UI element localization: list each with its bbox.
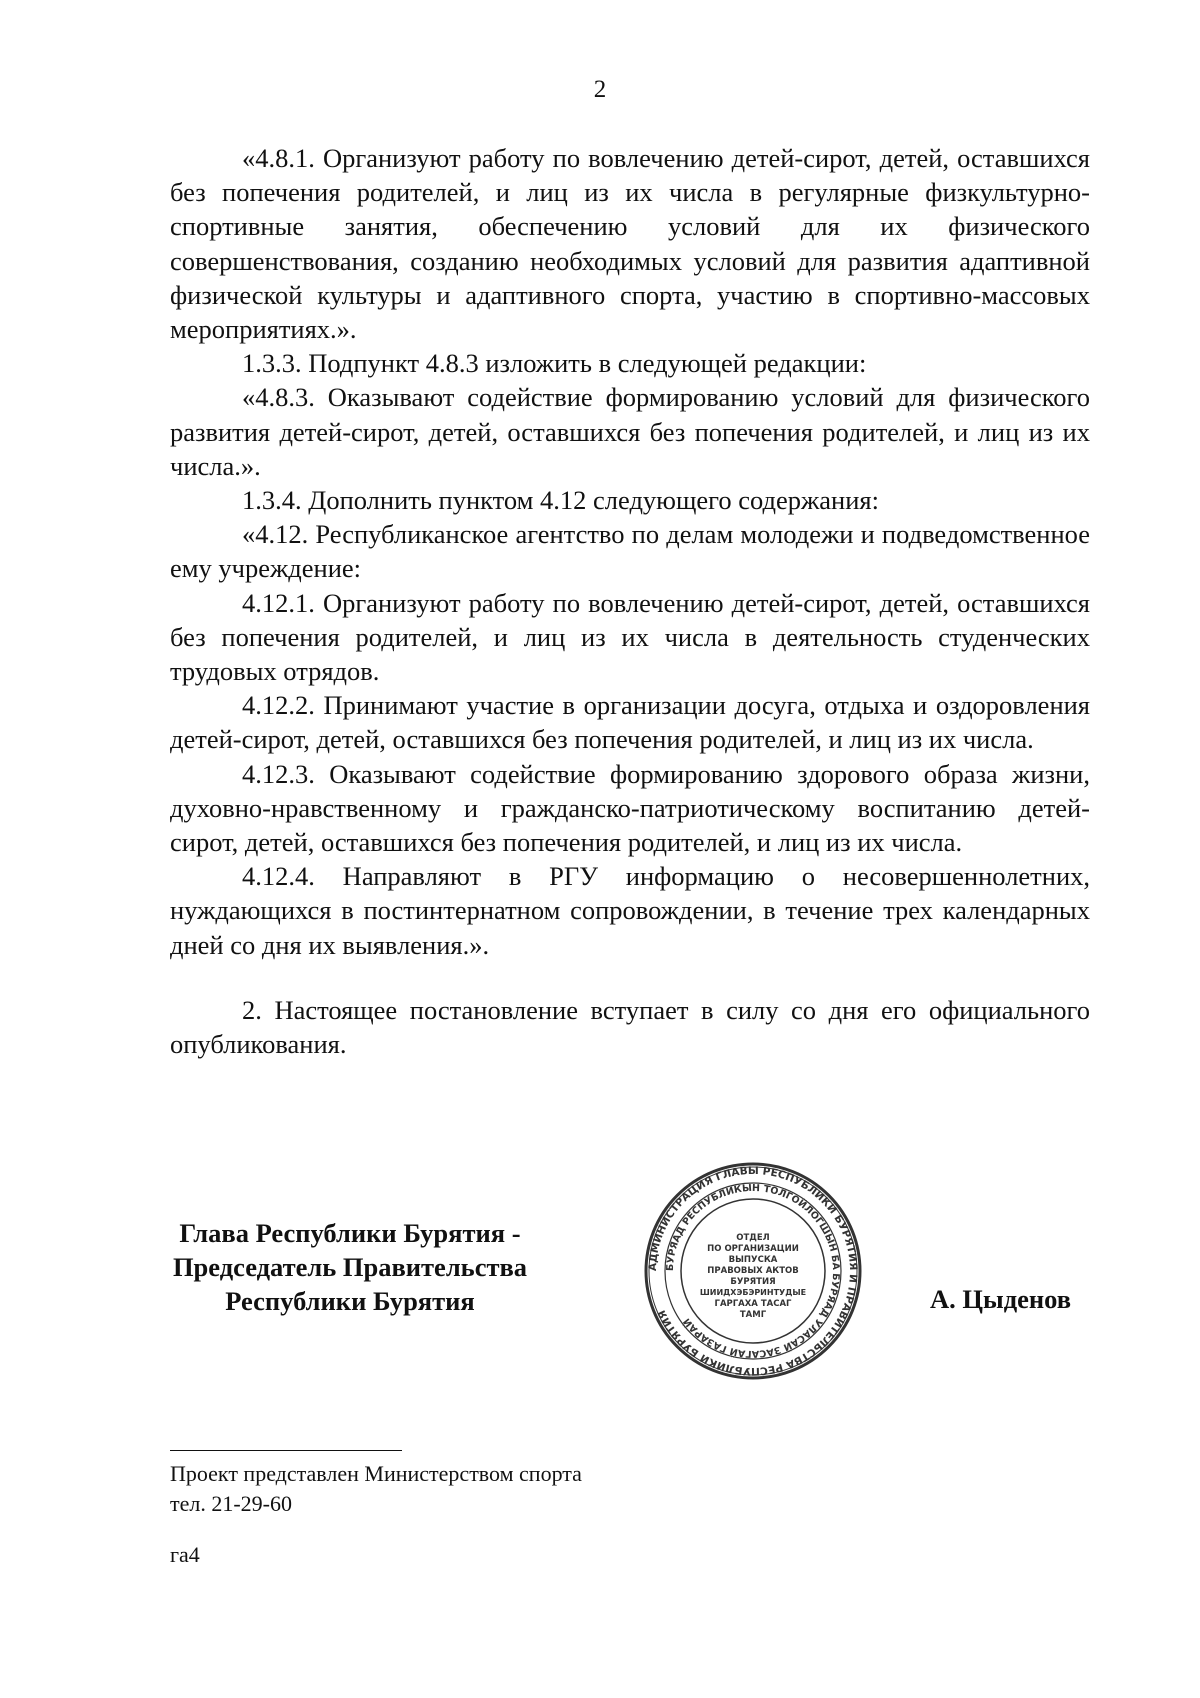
seal-center-line: ГАРГАХА ТАСАГ [714,1299,792,1309]
signatory-title [150,1216,550,1318]
paragraph-4-12: «4.12. Республиканское агентство по делам молодежи и подведомственное ему учреждение: [170,519,1090,584]
paragraph-4-12-1: 4.12.1. Организуют работу по вовлечению детей-сирот, детей, оставшихся без попечения родителей, и лиц из их числа в деятельность студенческих трудовых отрядов. [170,587,1090,687]
seal-ring-text-outer: АДМИНИСТРАЦИЯ ГЛАВЫ РЕСПУБЛИКИ БУРЯТИЯ И ПРАВИТЕЛЬСТВА РЕСПУБЛИКИ БУРЯТИЯ [646,1164,860,1378]
document-body [170,141,1090,1061]
paragraph-4-8-1: «4.8.1. Организуют работу по вовлечению детей-сирот, детей, оставшихся без попечения родителей, и лиц из их числа в регулярные физкультурно-спортивные занятия, обеспечению условий для их физического совершенствования, созданию необходимых условий для развития адаптивной физической культуры и адаптивного спорта, участию в спортивно-массовых мероприятиях.». [170,143,1090,345]
paragraph-4-12-2: 4.12.2. Принимают участие в организации досуга, отдыха и оздоровления детей-сирот, детей, оставшихся без попечения родителей, и лиц из их числа. [170,690,1090,755]
seal-center-line: ТАМГ [739,1310,767,1320]
signatory-title-line: Председатель Правительства [172,1252,528,1282]
document-reference-code: га4 [170,1542,200,1567]
seal-center-line: ПО ОРГАНИЗАЦИИ [707,1244,799,1254]
signatory-title-line: Республики Бурятия [225,1286,475,1316]
footnote-phone: тел. 21-29-60 [170,1491,293,1516]
paragraph-4-12-4: 4.12.4. Направляют в РГУ информацию о несовершеннолетних, нуждающихся в постинтернатном сопровождении, в течение трех календарных дней со дня их выявления.». [170,861,1090,960]
footnote [170,1459,582,1519]
paragraph-1-3-3: 1.3.3. Подпункт 4.8.3 изложить в следующей редакции: [242,348,867,379]
paragraph-4-12-3: 4.12.3. Оказывают содействие формированию здорового образа жизни, духовно-нравственному и гражданско-патриотическому воспитанию детей-сирот, детей, оставшихся без попечения родителей, и лиц из их числа. [170,758,1090,858]
seal-center-line: ШИИДХЭБЭРИНТУДЫЕ [699,1288,807,1297]
seal-center-line: ОТДЕЛ [736,1233,770,1243]
footnote-project-note: Проект представлен Министерством спорта [170,1461,582,1486]
seal-center-line: ПРАВОВЫХ АКТОВ [707,1266,799,1276]
official-seal [643,1161,863,1381]
seal-ring-text-inner: БУРЯАД РЕСПУБЛИКЫН ТОЛГОЙЛОГШЫН БА БУРЯАД УЛАСАЙ ЗАСАГАЙ ГАЗАРАЙ [664,1182,842,1360]
seal-center-line: ВЫПУСКА [728,1255,778,1265]
signatory-name: А. Цыденов [930,1284,1072,1314]
seal-center-line: БУРЯТИЯ [730,1277,776,1287]
paragraph-1-3-4: 1.3.4. Дополнить пунктом 4.12 следующего содержания: [242,485,879,516]
footnote-divider [170,1450,402,1451]
page-number: 2 [593,76,607,103]
paragraph-4-8-3: «4.8.3. Оказывают содействие формированию условий для физического развития детей-сирот, детей, оставшихся без попечения родителей, и лиц из их числа.». [170,382,1090,481]
signatory-title-line: Глава Республики Бурятия - [179,1218,521,1248]
paragraph-2-effective-date: 2. Настоящее постановление вступает в силу со дня его официального опубликования. [170,994,1090,1060]
